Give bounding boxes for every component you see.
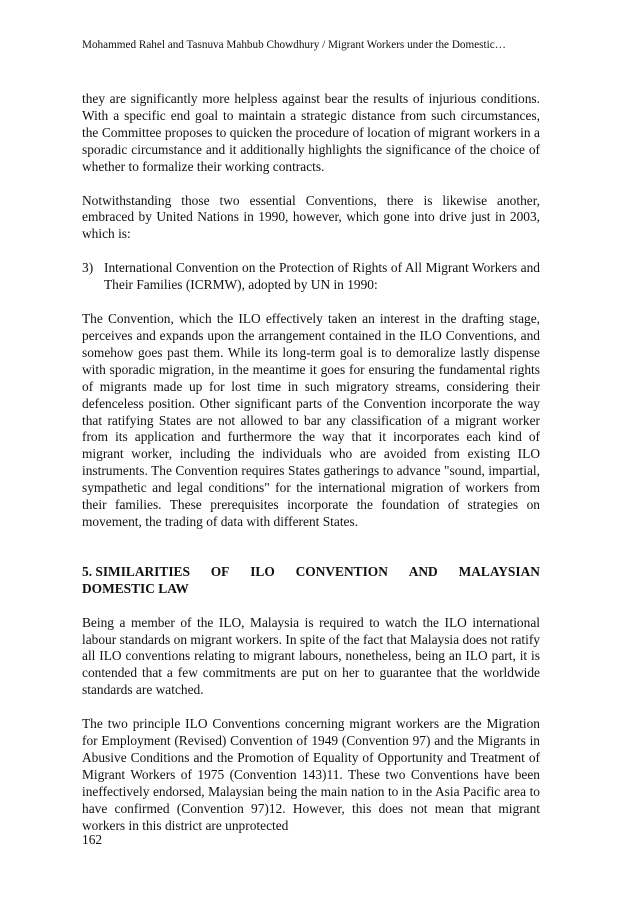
list-item-number: 3) [82, 260, 94, 276]
paragraph-5: The two principle ILO Conventions concerning migrant workers are the Migration for Employment (Revised) Convention of 1949 (Convention 97) and the Migrants in Abusive Conditions and the Promotion of Equality of Opportunity and Treatment of Migrant Workers of 1975 (Convention 143)11. These two Conventions have been ineffectively endorsed, Malaysian being the main nation to in the Asia Pacific area to have confirmed (Convention 97)12. However, this does not mean that migrant workers in this district are unprotected [82, 716, 540, 833]
page-number: 162 [82, 832, 103, 847]
body-text [82, 91, 540, 835]
paragraph-1: they are significantly more helpless against bear the results of injurious conditions. With a specific end goal to maintain a strategic distance from such circumstances, the Committee proposes to quicken the procedure of location of migrant workers in a sporadic circumstance and it additionally highlights the significance of the choice of whether to formalize their working contracts. [82, 91, 540, 174]
heading-word: CONVENTION [295, 563, 388, 579]
section-heading-line-2: DOMESTIC LAW [82, 580, 189, 596]
list-item-3 [82, 260, 540, 294]
section-heading-line-1 [82, 564, 540, 581]
running-header: Mohammed Rahel and Tasnuva Mahbub Chowdhury / Migrant Workers under the Domestic… [82, 39, 506, 51]
heading-word: OF [210, 563, 230, 579]
list-item-text: International Convention on the Protection of Rights of All Migrant Workers and Their Families (ICRMW), adopted by UN in 1990: [104, 260, 540, 293]
section-heading [82, 564, 540, 598]
paragraph-2: Notwithstanding those two essential Conventions, there is likewise another, embraced by United Nations in 1990, however, which gone into drive just in 2003, which is: [82, 192, 540, 242]
heading-word: MALAYSIAN [458, 563, 540, 579]
heading-word: AND [408, 563, 438, 579]
paragraph-4: Being a member of the ILO, Malaysia is required to watch the ILO international labour standards on migrant workers. In spite of the fact that Malaysia does not ratify all ILO conventions relating to migrant labours, nonetheless, being an ILO part, it is contended that a few commitments are put on her to guarantee that the worldwide standards are watched. [82, 614, 540, 698]
heading-word: 5. SIMILARITIES [82, 563, 190, 579]
heading-word: ILO [250, 563, 275, 579]
paragraph-3: The Convention, which the ILO effectively taken an interest in the drafting stage, perceives and expands upon the arrangement contained in the ILO Conventions, and somehow goes past them. While its long-term goal is to demoralize lastly dispense with sporadic migration, in the meantime it goes for ensuring the fundamental rights of migrants made up for lost time in such migratory streams, considering their defenceless position. Other significant parts of the Convention incorporate the way that ratifying States are not allowed to bar any classification of a migrant worker from its application and furthermore the way that it incorporates each kind of migrant worker, including the individuals who are avoided from existing ILO instruments. The Convention requires States gatherings to advance "sound, impartial, sympathetic and legal conditions" for the international migration of workers from their families. These prerequisites incorporate the foundation of strategies on movement, the trading of data with different States. [82, 311, 540, 529]
